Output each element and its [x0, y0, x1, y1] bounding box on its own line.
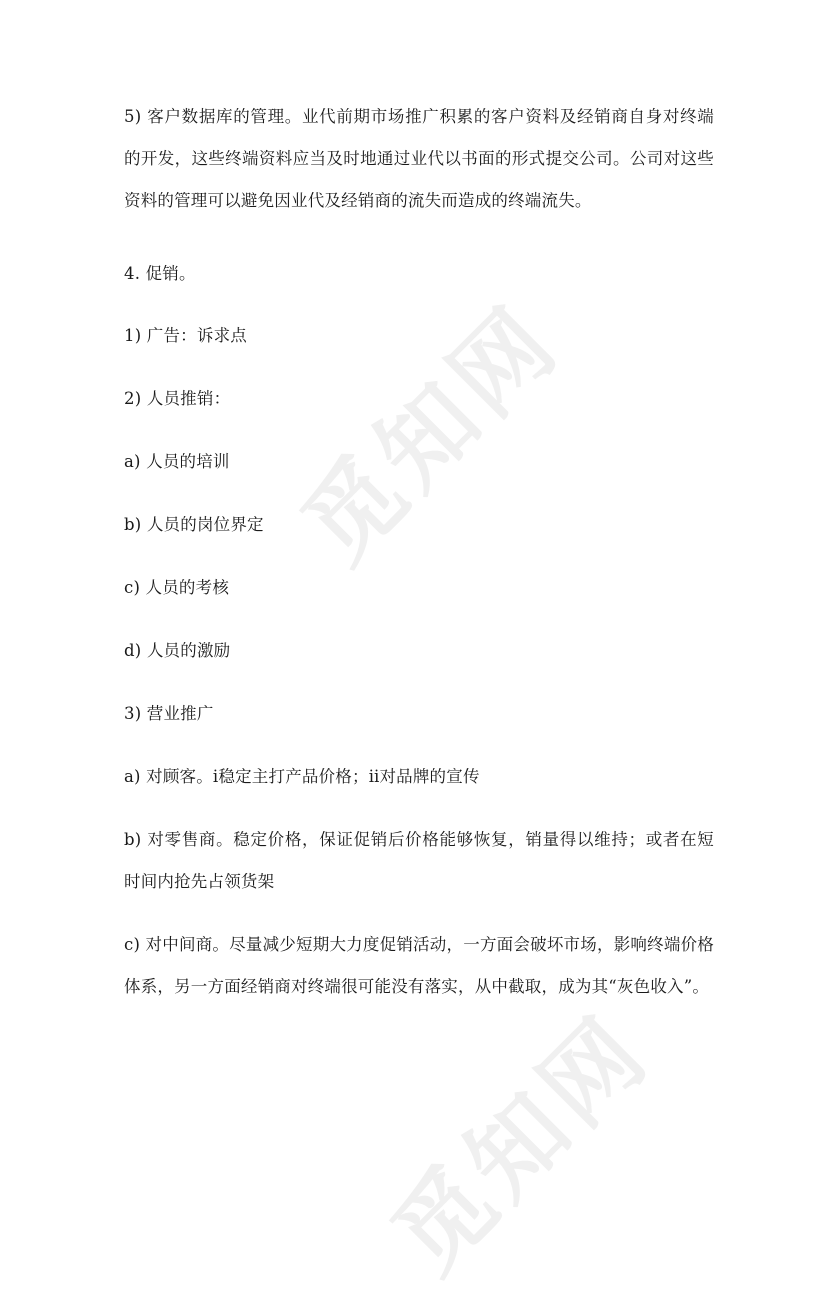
- paragraph-advertising: 1) 广告：诉求点: [124, 326, 247, 345]
- paragraph-job-definition: b) 人员的岗位界定: [124, 515, 264, 534]
- paragraph-customer-database: 5) 客户数据库的管理。业代前期市场推广积累的客户资料及经销商自身对终端的开发，这些终端资料应当及时地通过业代以书面的形式提交公司。公司对这些资料的管理可以避免因业代及经销商的流失而造成的终端流失。: [124, 107, 714, 210]
- watermark-text: 觅知网: [281, 283, 582, 584]
- paragraph-sales-promotion: 3) 营业推广: [124, 704, 214, 723]
- paragraph-intermediaries: c) 对中间商。尽量减少短期大力度促销活动，一方面会破坏市场，影响终端价格体系，另一方面经销商对终端很可能没有落实，从中截取，成为其“灰色收入”。: [124, 935, 714, 996]
- paragraph-customers: a) 对顾客。ⅰ稳定主打产品价格；ⅱ对品牌的宣传: [124, 767, 480, 786]
- paragraph-retailers: b) 对零售商。稳定价格，保证促销后价格能够恢复，销量得以维持；或者在短时间内抢先占领货架: [124, 830, 714, 891]
- paragraph-training: a) 人员的培训: [124, 452, 230, 471]
- paragraph-personal-selling: 2) 人员推销：: [124, 389, 231, 408]
- paragraph-assessment: c) 人员的考核: [124, 578, 230, 597]
- paragraph-incentive: d) 人员的激励: [124, 641, 231, 660]
- watermark-text-bottom: 觅知网: [371, 993, 672, 1294]
- paragraph-promotion-heading: 4. 促销。: [124, 264, 196, 283]
